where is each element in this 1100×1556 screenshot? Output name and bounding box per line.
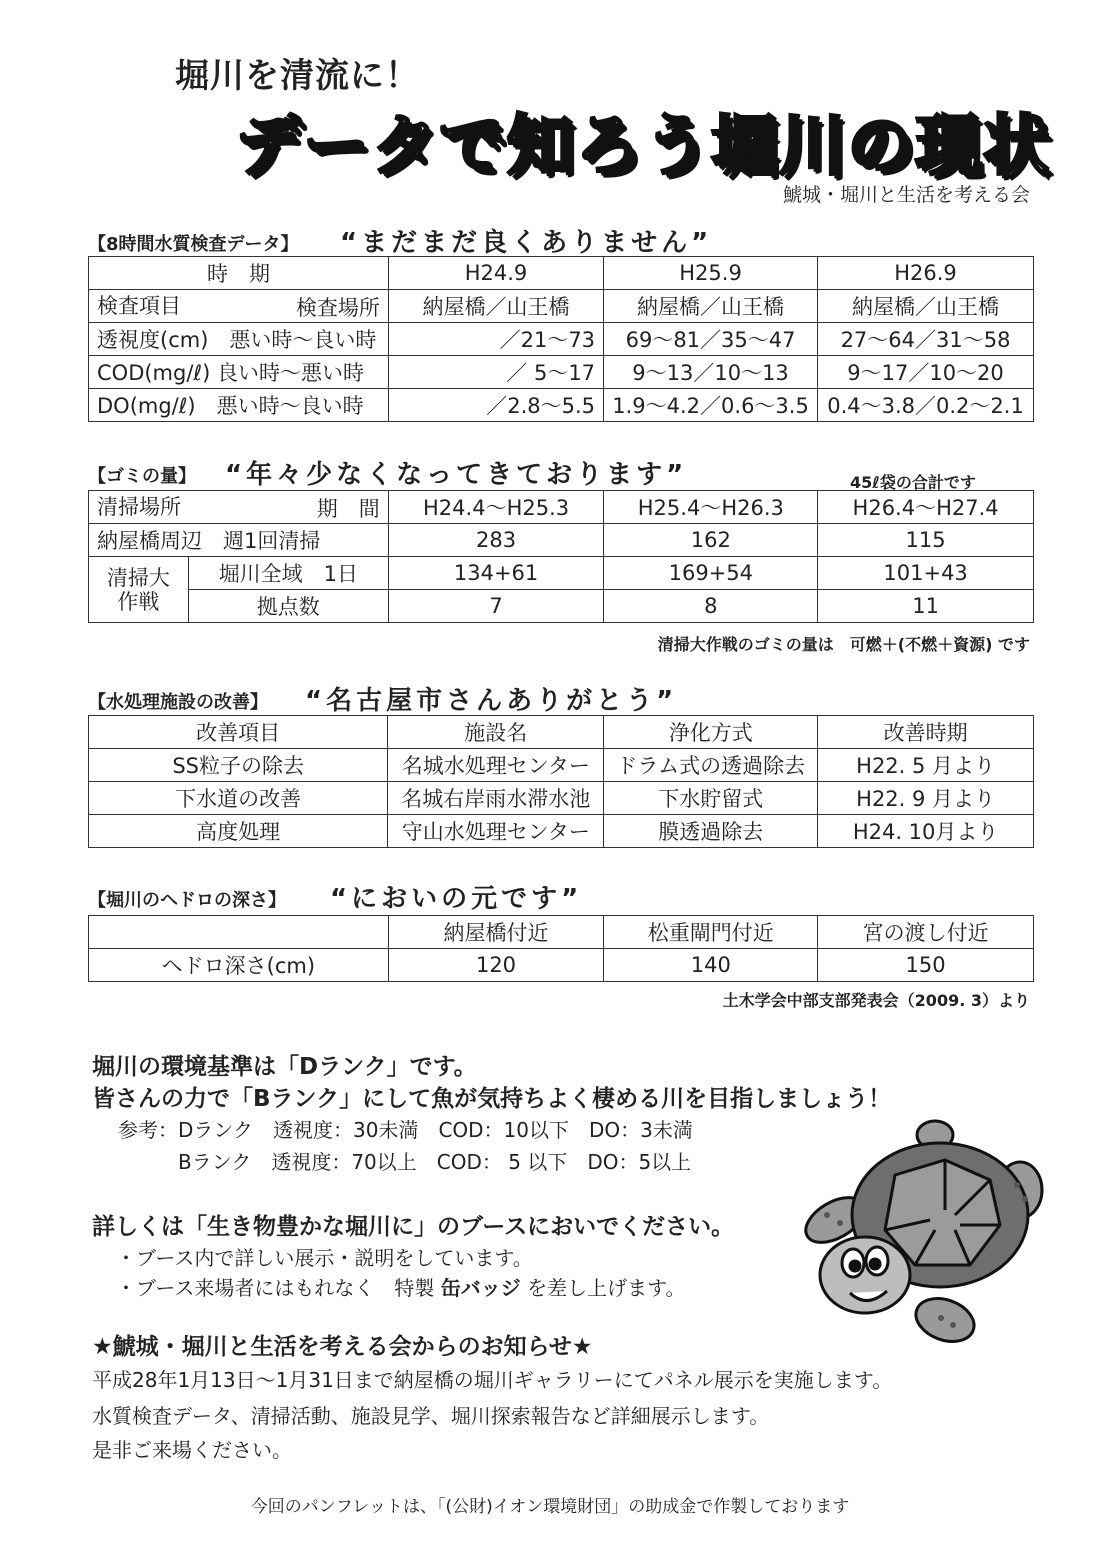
booth-item1: ・ブース内で詳しい展示・説明をしています。	[116, 1246, 533, 1270]
standard-ref2: Bランク 透視度：70以上 COD： 5 以下 DO：5以上	[178, 1150, 692, 1174]
water-period: H25.9	[604, 257, 818, 290]
table-row	[89, 782, 1034, 815]
water-row-label: DO(mg/ℓ) 悪い時～良い時	[89, 389, 389, 422]
water-item-label: 検査項目	[97, 294, 181, 318]
facility-cell: 高度処理	[89, 815, 388, 848]
water-place: 納屋橋／山王橋	[388, 290, 603, 323]
sludge-value: 150	[818, 949, 1034, 982]
garbage-unit-note: 45ℓ袋の合計です	[850, 473, 976, 492]
facility-header: 改善項目	[89, 716, 388, 749]
garbage-area-value: 101+43	[818, 557, 1034, 590]
garbage-points-value: 7	[388, 590, 604, 623]
garbage-place-label: 清掃場所	[97, 495, 181, 519]
water-value: ／2.8～5.5	[388, 389, 603, 422]
header-subtitle: 堀川を清流に！	[175, 56, 420, 96]
water-row-label: 透視度(cm) 悪い時～良い時	[89, 323, 389, 356]
garbage-area-value: 169+54	[604, 557, 818, 590]
notice-title: ★鯱城・堀川と生活を考える会からのお知らせ★	[92, 1334, 593, 1360]
table-row	[89, 916, 1034, 949]
garbage-area-label: 堀川全域 1日	[188, 557, 388, 590]
sludge-source: 土木学会中部支部発表会（2009. 3）より	[722, 991, 1030, 1010]
garbage-weekly-value: 162	[604, 524, 818, 557]
table-row	[89, 557, 1034, 590]
table-row	[89, 491, 1034, 524]
water-row-label: COD(mg/ℓ) 良い時～悪い時	[89, 356, 389, 389]
sludge-header: 納屋橋付近	[388, 916, 604, 949]
table-row	[89, 949, 1034, 982]
facility-cell: H22. 9 月より	[818, 782, 1034, 815]
sludge-section-slogan: “においの元です”	[330, 884, 583, 914]
sludge-header: 松重閘門付近	[604, 916, 818, 949]
notice-line2: 水質検査データ、清掃活動、施設見学、堀川探索報告など詳細展示します。	[92, 1404, 770, 1428]
sludge-row-label: ヘドロ深さ(cm)	[89, 949, 389, 982]
sludge-value: 120	[388, 949, 604, 982]
table-row	[89, 749, 1034, 782]
booth-item2-pre: ・ブース来場者にはもれなく 特製	[116, 1276, 441, 1300]
table-row	[89, 716, 1034, 749]
table-row	[89, 257, 1034, 290]
garbage-table	[88, 490, 1034, 623]
sludge-empty-cell	[89, 916, 389, 949]
garbage-points-value: 11	[818, 590, 1034, 623]
facility-cell: 名城水処理センター	[388, 749, 604, 782]
facility-section-slogan: “名古屋市さんありがとう”	[305, 686, 678, 716]
facility-cell: 膜透過除去	[604, 815, 818, 848]
water-section-label: 【8時間水質検査データ】	[88, 234, 299, 255]
water-value: 9～13／10～13	[604, 356, 818, 389]
standard-line1: 堀川の環境基準は「Dランク」です。	[92, 1054, 477, 1080]
sludge-value: 140	[604, 949, 818, 982]
water-value: ／21～73	[388, 323, 603, 356]
booth-item2-post: を差し上げます。	[520, 1276, 686, 1300]
water-value: 0.4～3.8／0.2～2.1	[818, 389, 1034, 422]
facility-cell: 下水道の改善	[89, 782, 388, 815]
garbage-period: H25.4～H26.3	[604, 491, 818, 524]
water-value: 9～17／10～20	[818, 356, 1034, 389]
facility-cell: SS粒子の除去	[89, 749, 388, 782]
sludge-header: 宮の渡し付近	[818, 916, 1034, 949]
garbage-section-slogan: “年々少なくなってきております”	[225, 460, 688, 490]
table-row	[89, 356, 1034, 389]
table-row	[89, 524, 1034, 557]
table-row	[89, 290, 1034, 323]
booth-title: 詳しくは「生き物豊かな堀川に」のブースにおいでください。	[92, 1214, 735, 1240]
water-value: 1.9～4.2／0.6～3.5	[604, 389, 818, 422]
table-row	[89, 590, 1034, 623]
header-organization: 鯱城・堀川と生活を考える会	[782, 184, 1030, 206]
facility-header: 改善時期	[818, 716, 1034, 749]
garbage-header-cell	[89, 491, 389, 524]
sludge-table	[88, 915, 1034, 982]
garbage-campaign-label: 清掃大作戦	[89, 557, 189, 623]
table-row	[89, 323, 1034, 356]
water-value: 27～64／31～58	[818, 323, 1034, 356]
facility-section-label: 【水処理施設の改善】	[88, 692, 268, 713]
water-place: 納屋橋／山王橋	[604, 290, 818, 323]
water-period: H26.9	[818, 257, 1034, 290]
facility-header: 施設名	[388, 716, 604, 749]
facility-table	[88, 715, 1034, 848]
notice-line1: 平成28年1月13日～1月31日まで納屋橋の堀川ギャラリーにてパネル展示を実施します。	[92, 1368, 893, 1392]
garbage-points-value: 8	[604, 590, 818, 623]
standard-ref1: 参考：Dランク 透視度：30未満 COD：10以下 DO：3未満	[118, 1118, 693, 1142]
facility-cell: ドラム式の透過除去	[604, 749, 818, 782]
facility-cell: H22. 5 月より	[818, 749, 1034, 782]
water-quality-table	[88, 256, 1034, 422]
facility-cell: 名城右岸雨水滞水池	[388, 782, 604, 815]
water-period-label: 時 期	[89, 257, 389, 290]
garbage-weekly-value: 115	[818, 524, 1034, 557]
garbage-points-label: 拠点数	[188, 590, 388, 623]
water-place: 納屋橋／山王橋	[818, 290, 1034, 323]
garbage-period-label: 期 間	[316, 497, 380, 521]
turtle-illustration	[795, 1115, 1045, 1355]
facility-header: 浄化方式	[604, 716, 818, 749]
facility-cell: H24. 10月より	[818, 815, 1034, 848]
garbage-area-value: 134+61	[388, 557, 604, 590]
turtle-icon	[798, 1121, 1042, 1349]
water-place-label: 検査場所	[295, 296, 380, 320]
water-value: ／ 5～17	[388, 356, 603, 389]
header-title: データで知ろう堀川の現状	[235, 107, 1051, 184]
table-row	[89, 815, 1034, 848]
garbage-footnote: 清掃大作戦のゴミの量は 可燃＋(不燃＋資源) です	[657, 635, 1030, 654]
booth-item2	[116, 1272, 686, 1301]
water-header-cell	[89, 290, 389, 323]
footer-credit: 今回のパンフレットは、「(公財)イオン環境財団」の助成金で作製しております	[250, 1497, 850, 1517]
standard-line2: 皆さんの力で「Bランク」にして魚が気持ちよく棲める川を目指しましょう！	[92, 1086, 892, 1112]
sludge-section-label: 【堀川のヘドロの深さ】	[88, 890, 286, 911]
garbage-section-label: 【ゴミの量】	[88, 466, 196, 487]
booth-badge-text: 缶バッジ	[440, 1276, 521, 1300]
facility-cell: 下水貯留式	[604, 782, 818, 815]
water-value: 69～81／35～47	[604, 323, 818, 356]
garbage-period: H24.4～H25.3	[388, 491, 604, 524]
garbage-period: H26.4～H27.4	[818, 491, 1034, 524]
table-row	[89, 389, 1034, 422]
garbage-weekly-value: 283	[388, 524, 604, 557]
water-period: H24.9	[388, 257, 603, 290]
water-section-slogan: “まだまだ良くありません”	[340, 228, 713, 258]
garbage-weekly-label: 納屋橋周辺 週1回清掃	[89, 524, 389, 557]
notice-line3: 是非ご来場ください。	[92, 1438, 292, 1462]
facility-cell: 守山水処理センター	[388, 815, 604, 848]
